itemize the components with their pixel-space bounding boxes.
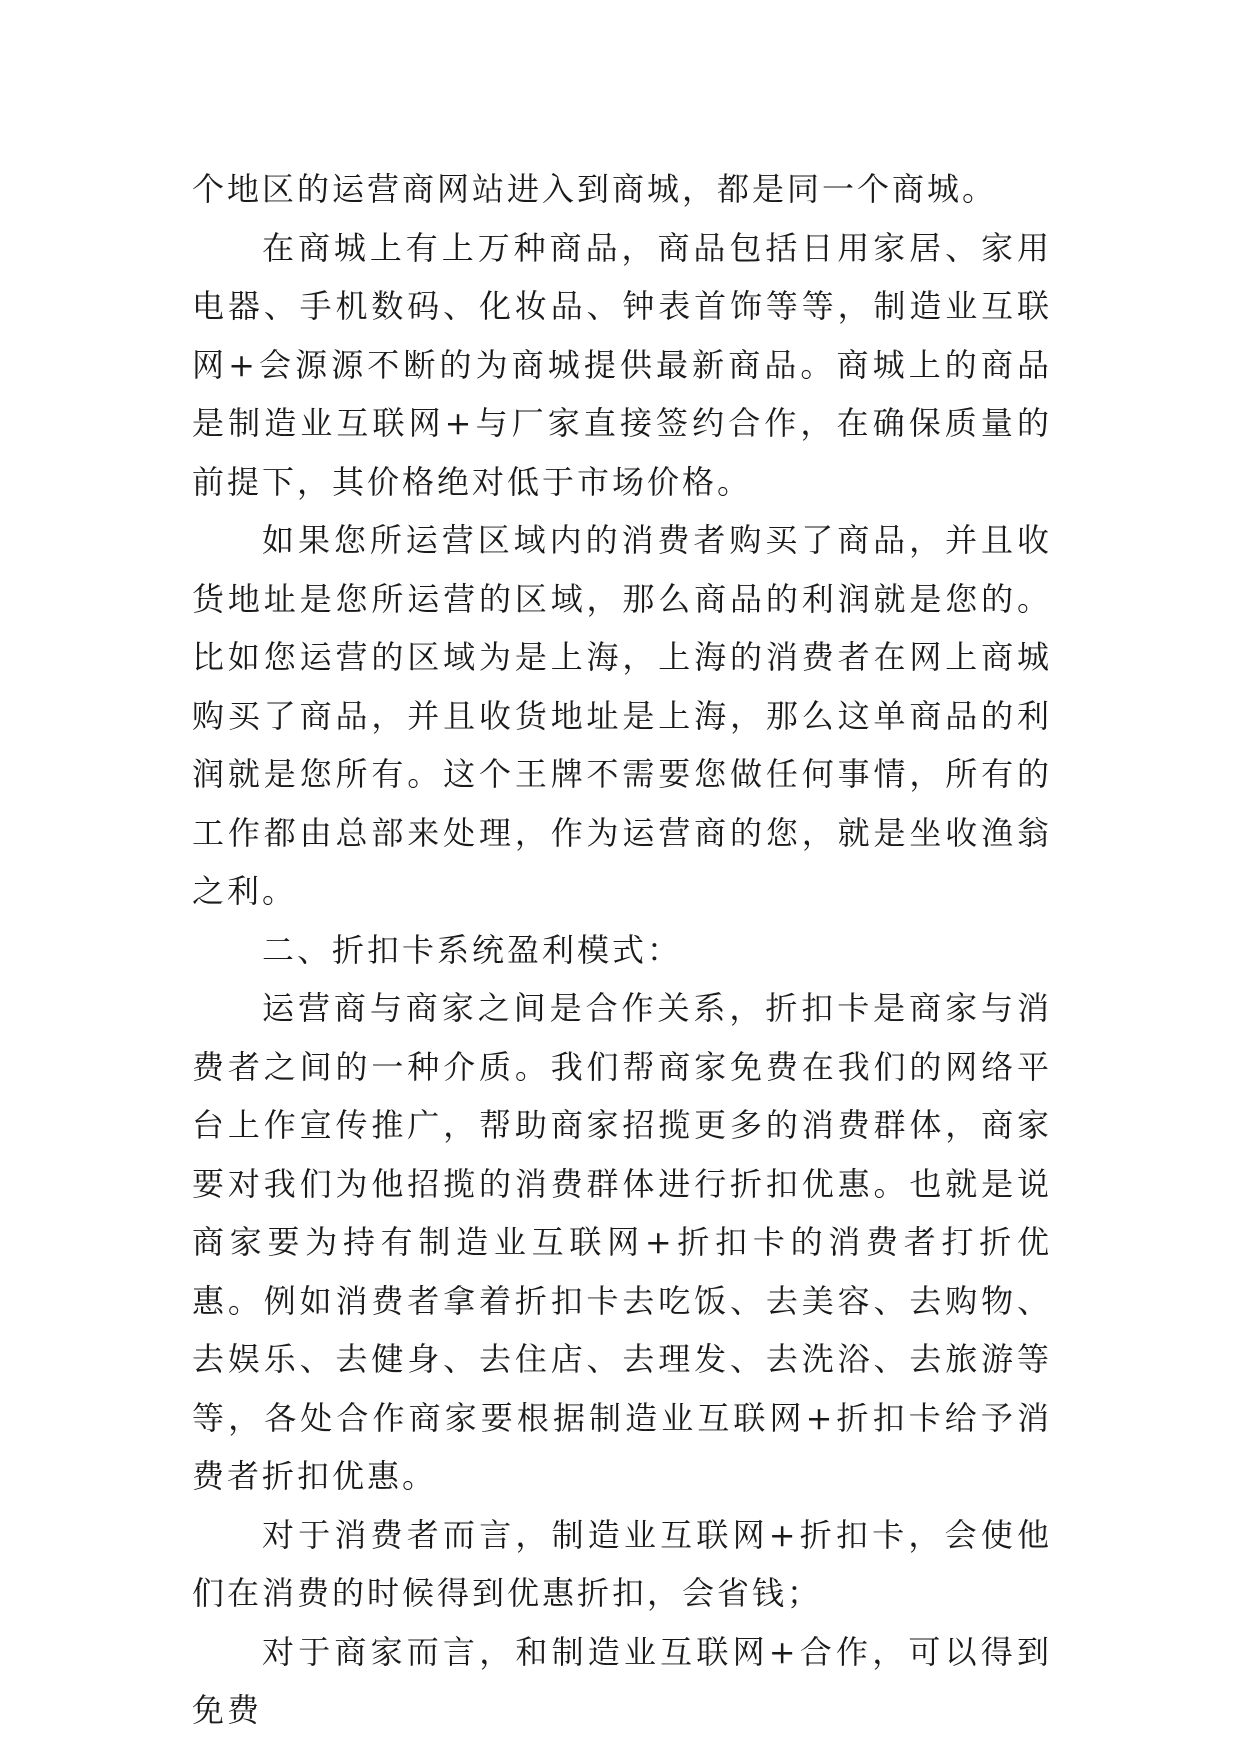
paragraph-3: 如果您所运营区域内的消费者购买了商品，并且收货地址是您所运营的区域，那么商品的利润就是您的。比如您运营的区域为是上海，上海的消费者在网上商城购买了商品，并且收货地址是上海，那么这单商品的利润就是您所有。这个王牌不需要您做任何事情，所有的工作都由总部来处理，作为运营商的您，就是坐收渔翁之利。 — [192, 521, 1052, 910]
paragraph-6: 对于商家而言，和制造业互联网+合作，可以得到免费 — [192, 1632, 1052, 1729]
paragraph-4: 运营商与商家之间是合作关系，折扣卡是商家与消费者之间的一种介质。我们帮商家免费在我们的网络平台上作宣传推广，帮助商家招揽更多的消费群体，商家要对我们为他招揽的消费群体进行折扣优惠。也就是说商家要为持有制造业互联网+折扣卡的消费者打折优惠。例如消费者拿着折扣卡去吃饭、去美容、去购物、去娱乐、去健身、去住店、去理发、去洗浴、去旅游等等，各处合作商家要根据制造业互联网+折扣卡给予消费者折扣优惠。 — [192, 989, 1052, 1495]
paragraph-2: 在商城上有上万种商品，商品包括日用家居、家用电器、手机数码、化妆品、钟表首饰等等，制造业互联网+会源源不断的为商城提供最新商品。商城上的商品是制造业互联网+与厂家直接签约合作，在确保质量的前提下，其价格绝对低于市场价格。 — [192, 228, 1052, 501]
paragraph-5: 对于消费者而言，制造业互联网+折扣卡，会使他们在消费的时候得到优惠折扣，会省钱； — [192, 1515, 1052, 1612]
section-heading: 二、折扣卡系统盈利模式： — [262, 930, 683, 969]
document-page — [192, 160, 1052, 1740]
paragraph-1: 个地区的运营商网站进入到商城，都是同一个商城。 — [192, 170, 998, 208]
